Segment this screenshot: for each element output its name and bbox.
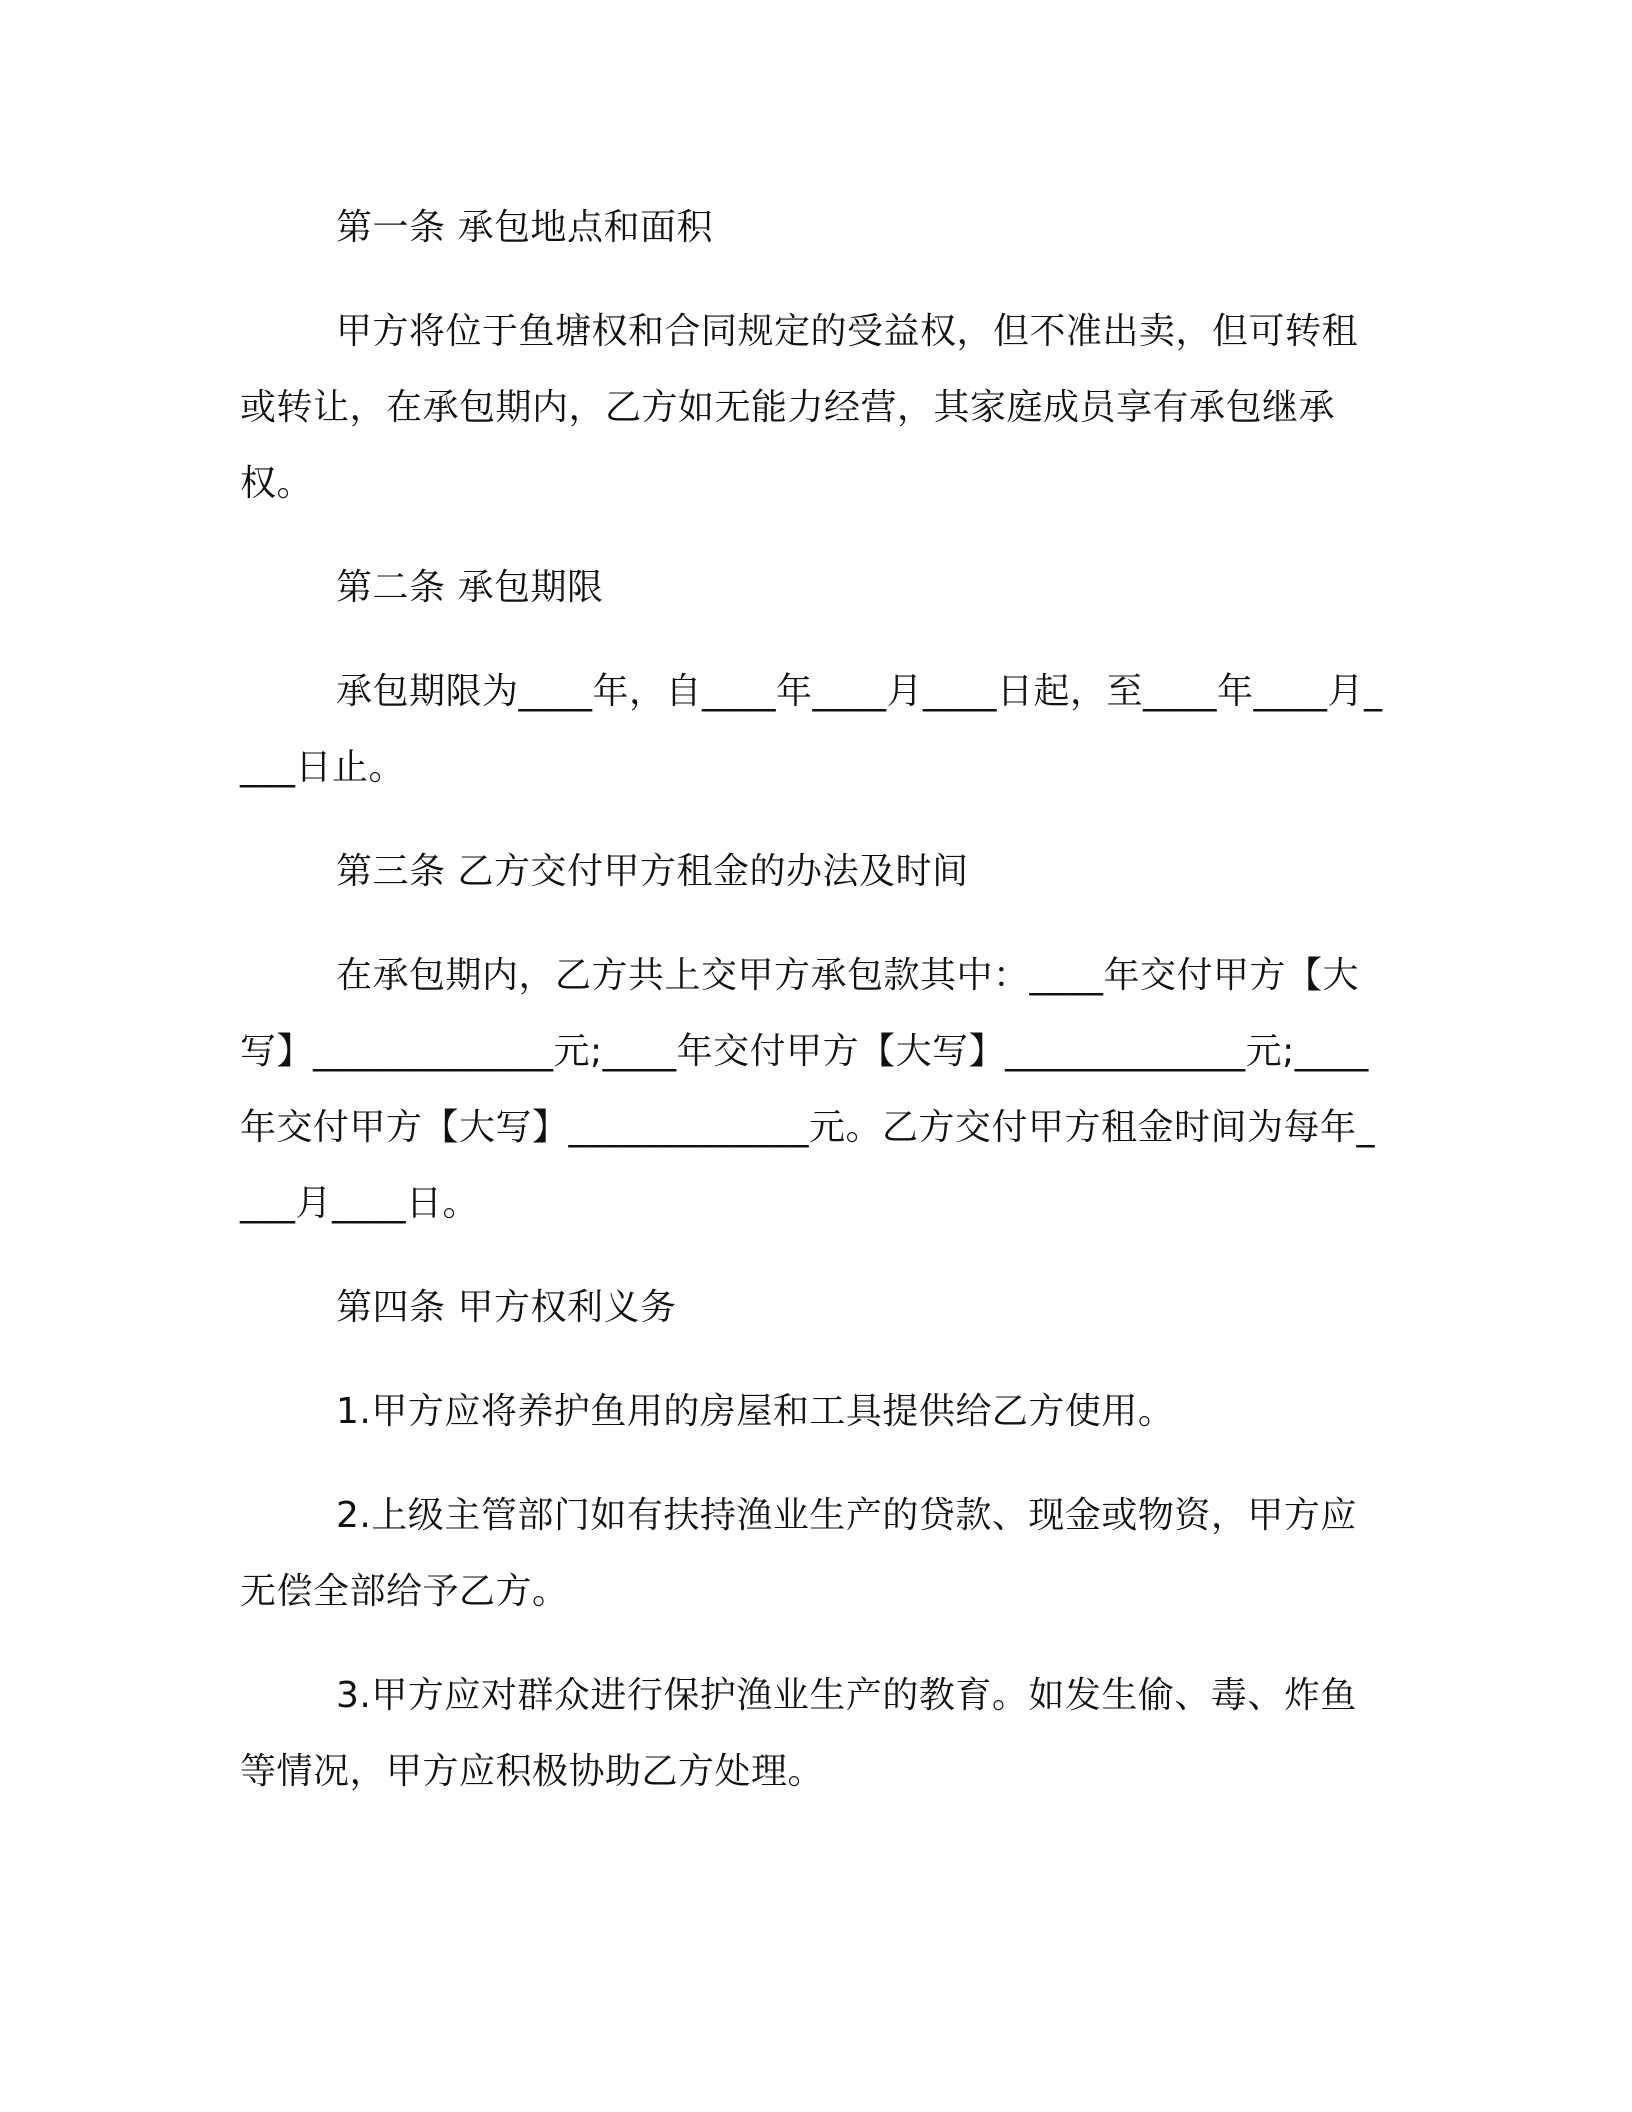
section-4-paragraph-1: 1.甲方应将养护鱼用的房屋和工具提供给乙方使用。 — [336, 1391, 1175, 1432]
section-4-paragraph-2: 2.上级主管部门如有扶持渔业生产的贷款、现金或物资，甲方应无偿全部给予乙方。 — [240, 1495, 1357, 1612]
section-2-heading: 第二条 承包期限 — [336, 567, 604, 608]
section-4-paragraph-3: 3.甲方应对群众进行保护渔业生产的教育。如发生偷、毒、炸鱼等情况，甲方应积极协助乙方处理。 — [240, 1675, 1357, 1792]
section-4-heading: 第四条 甲方权利义务 — [336, 1287, 677, 1328]
section-1-paragraph-1: 甲方将位于鱼塘权和合同规定的受益权，但不准出卖，但可转租或转让，在承包期内，乙方如无能力经营，其家庭成员享有承包继承权。 — [240, 311, 1359, 504]
section-1-heading: 第一条 承包地点和面积 — [336, 207, 713, 248]
section-3-paragraph-1: 在承包期内，乙方共上交甲方承包款其中：____年交付甲方【大写】_____________元;____年交付甲方【大写】_____________元;____年交付甲方【大写】_____________元。乙方交付甲方租金时间为每年____月____日。 — [240, 955, 1376, 1224]
document-body — [240, 190, 1390, 1838]
section-2-paragraph-1: 承包期限为____年，自____年____月____日起，至____年____月____日止。 — [240, 671, 1383, 788]
section-3-heading: 第三条 乙方交付甲方租金的办法及时间 — [336, 851, 969, 892]
